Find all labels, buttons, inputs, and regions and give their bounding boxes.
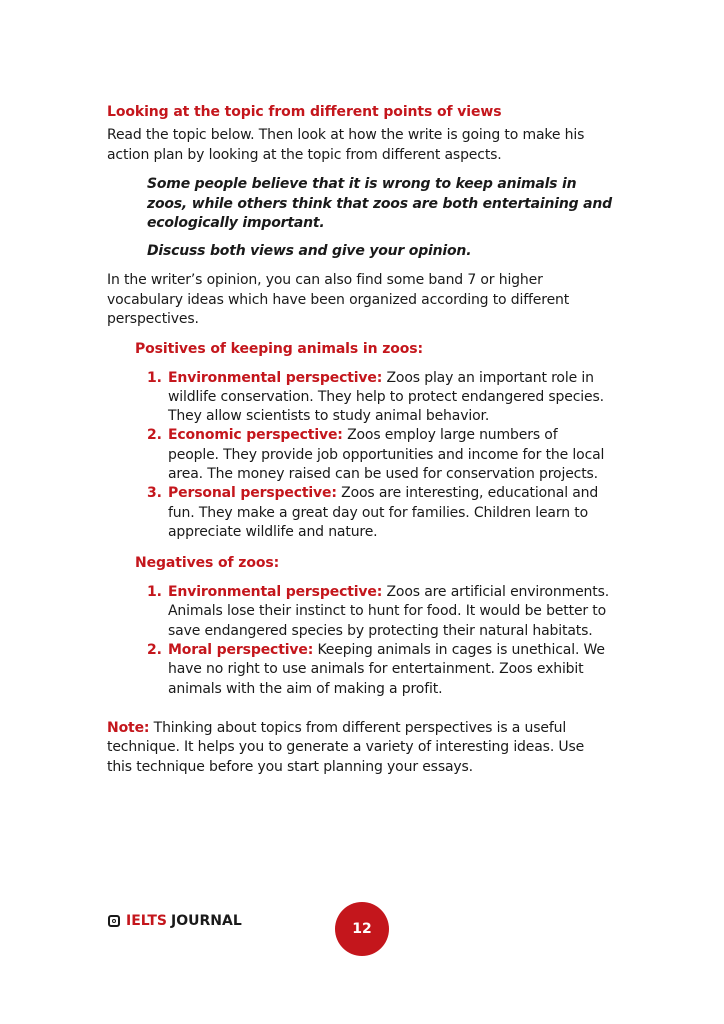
perspective-text: Zoos are interesting, educational and fun. They make a great day out for families. Children learn to appreciate wildlife and nature. — [168, 485, 599, 540]
list-item — [147, 484, 612, 542]
page-content — [107, 103, 612, 791]
essay-prompt — [147, 175, 612, 261]
item-number: 1. — [147, 584, 162, 601]
negatives-heading: Negatives of zoos: — [135, 555, 280, 572]
positives-heading: Positives of keeping animals in zoos: — [135, 340, 424, 357]
perspective-label: Economic perspective: — [168, 427, 343, 444]
list-item — [147, 426, 612, 484]
brand-logo — [108, 913, 242, 929]
list-item — [147, 369, 612, 427]
list-item — [147, 583, 612, 641]
intro-paragraph: Read the topic below. Then look at how the write is going to make his action plan by looking at the topic from different aspects. — [107, 127, 585, 163]
list-item — [147, 641, 612, 699]
note-label: Note: — [107, 719, 150, 736]
prompt-statement: Some people believe that it is wrong to keep animals in zoos, while others think that zoos are both entertaining and ecologically important. — [147, 176, 612, 231]
perspective-label: Environmental perspective: — [168, 584, 383, 601]
note-text: Thinking about topics from different perspectives is a useful technique. It helps you to generate a variety of interesting ideas. Use this technique before you start planning your essays. — [107, 719, 585, 775]
brand-name-journal: JOURNAL — [171, 913, 242, 929]
negatives-list — [147, 583, 612, 699]
note-paragraph — [107, 719, 612, 778]
perspective-text: Zoos play an important role in wildlife conservation. They help to protect endangered species. They allow scientists to study animal behavior. — [168, 369, 604, 425]
perspective-label: Moral perspective: — [168, 642, 314, 659]
instagram-icon — [108, 915, 120, 927]
page-number-badge: 12 — [335, 902, 389, 956]
perspective-text: Zoos are artificial environments. Animals lose their instinct to hunt for food. It would be better to save endangered species by protecting their natural habitats. — [168, 584, 610, 639]
intro-paragraph-2: In the writer’s opinion, you can also find some band 7 or higher vocabulary ideas which have been organized according to different perspectives. — [107, 272, 570, 327]
perspective-label: Environmental perspective: — [168, 369, 383, 386]
section-heading: Looking at the topic from different points of views — [107, 104, 502, 120]
item-number: 2. — [147, 642, 162, 659]
item-number: 2. — [147, 427, 162, 444]
perspective-label: Personal perspective: — [168, 485, 337, 502]
item-number: 3. — [147, 485, 162, 502]
perspective-text: Keeping animals in cages is unethical. We have no right to use animals for entertainment. Zoos exhibit animals with the aim of making a profit. — [168, 642, 605, 697]
brand-name-ielts: IELTS — [126, 913, 168, 929]
prompt-task: Discuss both views and give your opinion. — [147, 242, 472, 259]
perspective-text: Zoos employ large numbers of people. They provide job opportunities and income for the local area. The money raised can be used for conservation projects. — [168, 427, 605, 482]
positives-list — [147, 369, 612, 543]
item-number: 1. — [147, 369, 162, 386]
